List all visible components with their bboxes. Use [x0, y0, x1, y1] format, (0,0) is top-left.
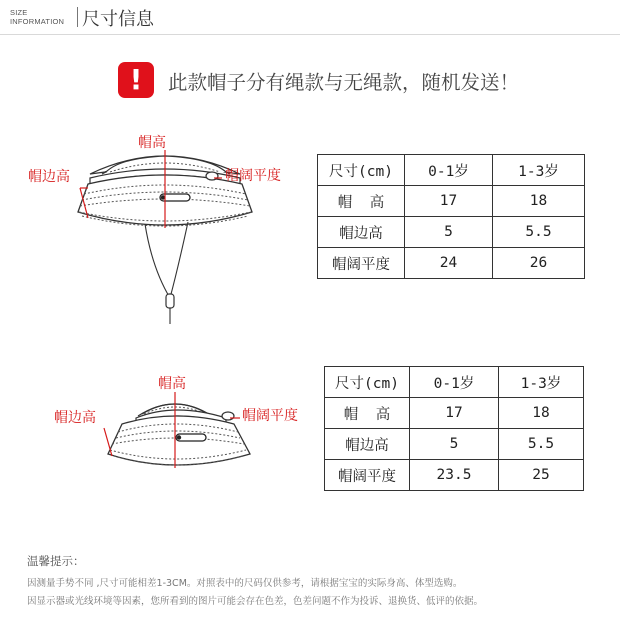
- table-row: [318, 186, 585, 217]
- table-cell: 帽边高: [318, 217, 405, 248]
- table-header-cell: 0-1岁: [405, 155, 493, 186]
- table-header-cell: 尺寸(cm): [318, 155, 405, 186]
- table-row: [318, 217, 585, 248]
- table-cell: 帽阔平度: [318, 248, 405, 279]
- hat-with-string-diagram: [20, 128, 310, 328]
- hat2-brim-width-label: 帽阔平度: [242, 408, 298, 424]
- table-header-cell: 1-3岁: [499, 367, 584, 398]
- table-header-cell: 尺寸(cm): [325, 367, 410, 398]
- exclamation-icon: !: [118, 62, 154, 98]
- table-cell: 18: [493, 186, 585, 217]
- size-table-without-string: [324, 366, 584, 491]
- table-header-row: [318, 155, 585, 186]
- table-cell: 帽 高: [325, 398, 410, 429]
- tips-title: 温馨提示：: [27, 554, 85, 568]
- table-row: [325, 398, 584, 429]
- table-cell: 5.5: [493, 217, 585, 248]
- table-header-cell: 0-1岁: [410, 367, 499, 398]
- table-cell: 25: [499, 460, 584, 491]
- table-cell: 帽阔平度: [325, 460, 410, 491]
- table-cell: 5: [405, 217, 493, 248]
- table-cell: 26: [493, 248, 585, 279]
- section-header-en: [10, 8, 64, 26]
- hat1-height-label: 帽高: [138, 135, 166, 151]
- hat2-brim-height-label: 帽边高: [54, 410, 96, 426]
- notice-text: 此款帽子分有绳款与无绳款，随机发送！: [168, 71, 520, 94]
- table-cell: 帽边高: [325, 429, 410, 460]
- table-cell: 18: [499, 398, 584, 429]
- table-cell: 23.5: [410, 460, 499, 491]
- table-row: [325, 460, 584, 491]
- tip-line-2: 因显示器或光线环境等因素，您所看到的图片可能会存在色差，色差问题不作为投诉、退换货、低评的依据。: [27, 596, 484, 607]
- section-header-en-line2: INFORMATION: [10, 17, 65, 26]
- notice-banner: [118, 62, 538, 102]
- size-table-with-string: [317, 154, 585, 279]
- table-row: [325, 429, 584, 460]
- tip-line-1: 因测量手势不同 ,尺寸可能相差1-3CM。对照表中的尺码仅供参考，请根据宝宝的实际身高、体型选购。: [27, 578, 463, 589]
- table-cell: 17: [405, 186, 493, 217]
- table-cell: 17: [410, 398, 499, 429]
- hat1-brim-width-label: 帽阔平度: [225, 168, 281, 184]
- hat1-brim-height-label: 帽边高: [28, 169, 70, 185]
- hat-without-string-diagram: [50, 372, 320, 492]
- section-title: 尺寸信息: [82, 9, 154, 30]
- section-header-en-line1: SIZE: [10, 8, 28, 17]
- table-cell: 5: [410, 429, 499, 460]
- hat2-height-label: 帽高: [158, 376, 186, 392]
- section-header: [0, 0, 620, 35]
- table-row: [318, 248, 585, 279]
- table-header-row: [325, 367, 584, 398]
- header-divider: [77, 7, 78, 27]
- table-header-cell: 1-3岁: [493, 155, 585, 186]
- table-cell: 24: [405, 248, 493, 279]
- table-cell: 帽 高: [318, 186, 405, 217]
- table-cell: 5.5: [499, 429, 584, 460]
